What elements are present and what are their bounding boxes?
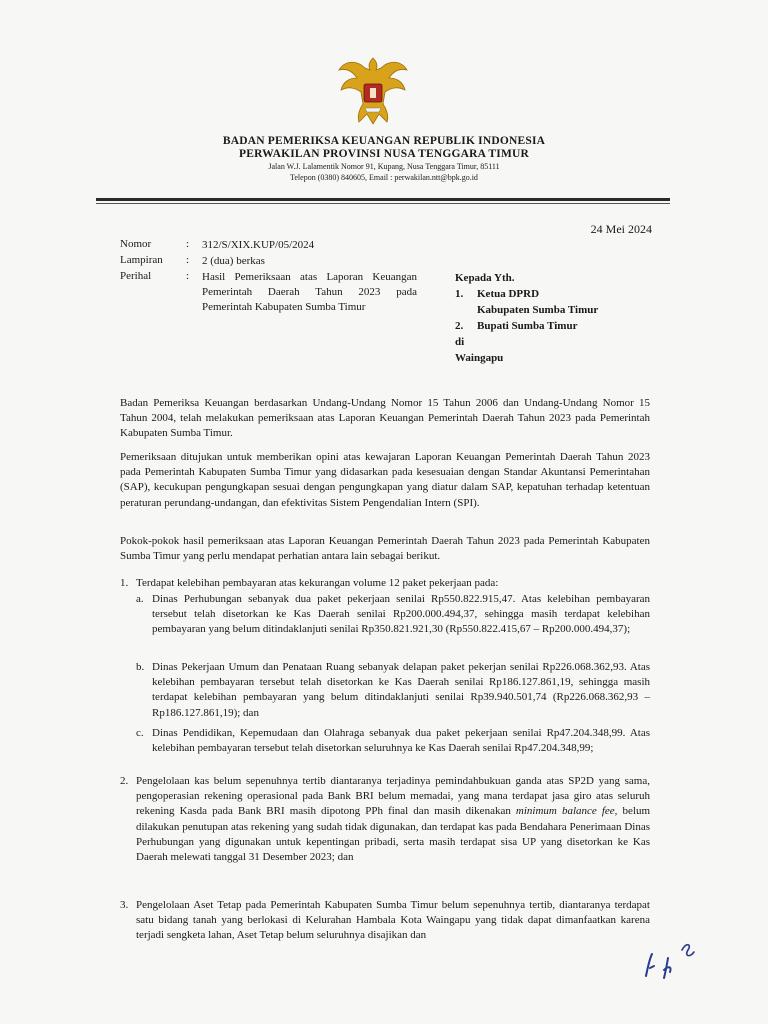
initials-signature-icon: [640, 936, 700, 986]
list-letter: a.: [136, 593, 144, 605]
meta-colon: :: [186, 270, 190, 282]
item-2-term: minimum balance fee: [515, 805, 615, 818]
meta-colon: :: [186, 254, 190, 266]
list-item-2: [136, 774, 650, 865]
header-address: Jalan W.J. Lalamentik Nomor 91, Kupang, Nusa Tenggara Timur, 85111: [268, 162, 500, 171]
list-letter: c.: [136, 727, 144, 739]
recipient-title: Bupati Sumba Timur: [477, 320, 578, 332]
addressee-place: Waingapu: [455, 352, 504, 364]
list-number: 1.: [120, 577, 129, 589]
list-number: 3.: [120, 899, 129, 911]
body-paragraph-3: Pokok-pokok hasil pemeriksaan atas Laporan Keuangan Pemerintah Daerah Tahun 2023 pada Pemerintah Kabupaten Sumba Timur yang perlu mendapat perhatian antara lain sebagai berikut.: [120, 535, 650, 563]
list-item-1c: Dinas Pendidikan, Kepemudaan dan Olahraga sebanyak dua paket pekerjaan senilai Rp47.204.348,99. Atas kelebihan pembayaran tersebut telah disetorkan seluruhnya ke Kas Daerah senilai Rp47.204.348,99;: [152, 727, 650, 755]
item-2-text-end: , belum dilakukan penutupan atas rekening yang sudah tidak digunakan, dan terdapat kas pada Bendahara Penerimaan Dinas Perhubungan yang digunakan untuk kepentingan pribadi, serta masih terdapat sisa UP yang disetorkan ke Kas Daerah melewati tanggal 31 Desember 2023; dan: [136, 805, 650, 864]
meta-value: 2 (dua) berkas: [202, 255, 265, 267]
meta-label: Perihal: [120, 270, 152, 282]
meta-label: Lampiran: [120, 254, 163, 266]
addressee-di: di: [455, 336, 465, 348]
garuda-emblem-icon: [335, 52, 411, 128]
addressee-greeting: Kepada Yth.: [455, 272, 515, 284]
recipient-org: Kabupaten Sumba Timur: [477, 304, 599, 316]
body-paragraph-2: Pemeriksaan ditujukan untuk memberikan opini atas kewajaran Laporan Keuangan Pemerintah Daerah Tahun 2023 pada Pemerintah Kabupaten Sumba Timur yang didasarkan pada kesesuaian dengan Standar Akuntansi Pemerintahan (SAP), kecukupan pengungkapan sesuai dengan pengungkapan yang diatur dalam SAP, kepatuhan terhadap ketentuan peraturan perundang-undangan, dan efektivitas Sistem Pengendalian Intern (SPI).: [120, 451, 650, 509]
list-item-1a: Dinas Perhubungan sebanyak dua paket pekerjaan senilai Rp550.822.915,47. Atas kelebihan pembayaran tersebut telah disetorkan ke Kas Daerah senilai Rp200.000.494,37, sehingga masih terdapat kelebihan pembayaran yang belum ditindaklanjuti senilai Rp350.821.921,30 (Rp550.822.415,67 – Rp200.000.494,37);: [152, 593, 650, 636]
letter-date: 24 Mei 2024: [590, 222, 652, 236]
body-paragraph-1: Badan Pemeriksa Keuangan berdasarkan Undang-Undang Nomor 15 Tahun 2006 dan Undang-Undang Nomor 15 Tahun 2004, telah melakukan pemeriksaan atas Laporan Keuangan Pemerintah Daerah Tahun 2023 pada Pemerintah Kabupaten Sumba Timur.: [120, 397, 650, 440]
header-divider-thin: [96, 203, 670, 204]
recipient-number: 2.: [455, 320, 464, 332]
header-contact: Telepon (0380) 840605, Email : perwakilan.ntt@bpk.go.id: [290, 173, 478, 182]
list-number: 2.: [120, 775, 129, 787]
meta-value: Hasil Pemeriksaan atas Laporan Keuangan Pemerintah Daerah Tahun 2023 pada Pemerintah Kabupaten Sumba Timur: [202, 271, 417, 313]
header-divider: [96, 198, 670, 201]
item-2-text-start: Pengelolaan kas belum sepenuhnya tertib diantaranya terjadinya pemindahbukuan ganda atas SP2D yang sama, pengoperasian rekening operasional pada Bank BRI belum memadai, yang mana terdapat jasa giro atas seluruh rekening Kasda pada Bank BRI masih dipotong PPh final dan masih dikenakan: [136, 775, 650, 818]
list-item-1: Terdapat kelebihan pembayaran atas kekurangan volume 12 paket pekerjaan pada:: [136, 577, 499, 589]
header-office: PERWAKILAN PROVINSI NUSA TENGGARA TIMUR: [238, 148, 530, 160]
list-letter: b.: [136, 661, 145, 673]
meta-colon: :: [186, 238, 190, 250]
recipient-number: 1.: [455, 288, 464, 300]
list-item-3: Pengelolaan Aset Tetap pada Pemerintah Kabupaten Sumba Timur belum sepenuhnya tertib, diantaranya terdapat satu bidang tanah yang berlokasi di Kelurahan Hambala Kota Waingapu yang tidak dapat dimanfaatkan karena terjadi sengketa lahan, Aset Tetap belum seluruhnya disajikan dan: [136, 899, 650, 942]
meta-label: Nomor: [120, 238, 152, 250]
meta-value: 312/S/XIX.KUP/05/2024: [202, 239, 315, 251]
list-item-1b: Dinas Pekerjaan Umum dan Penataan Ruang sebanyak delapan paket pekerjan senilai Rp226.068.362,93. Atas kelebihan pembayaran tersebut telah disetorkan ke Kas Daerah senilai Rp186.127.861,19, sehingga masih terdapat kelebihan pembayaran yang belum ditindaklanjuti senilai Rp39.940.501,74 (Rp226.068.362,93 – Rp186.127.861,19); dan: [152, 661, 650, 719]
recipient-title: Ketua DPRD: [477, 288, 540, 300]
header-institution: BADAN PEMERIKSA KEUANGAN REPUBLIK INDONESIA: [222, 135, 546, 147]
